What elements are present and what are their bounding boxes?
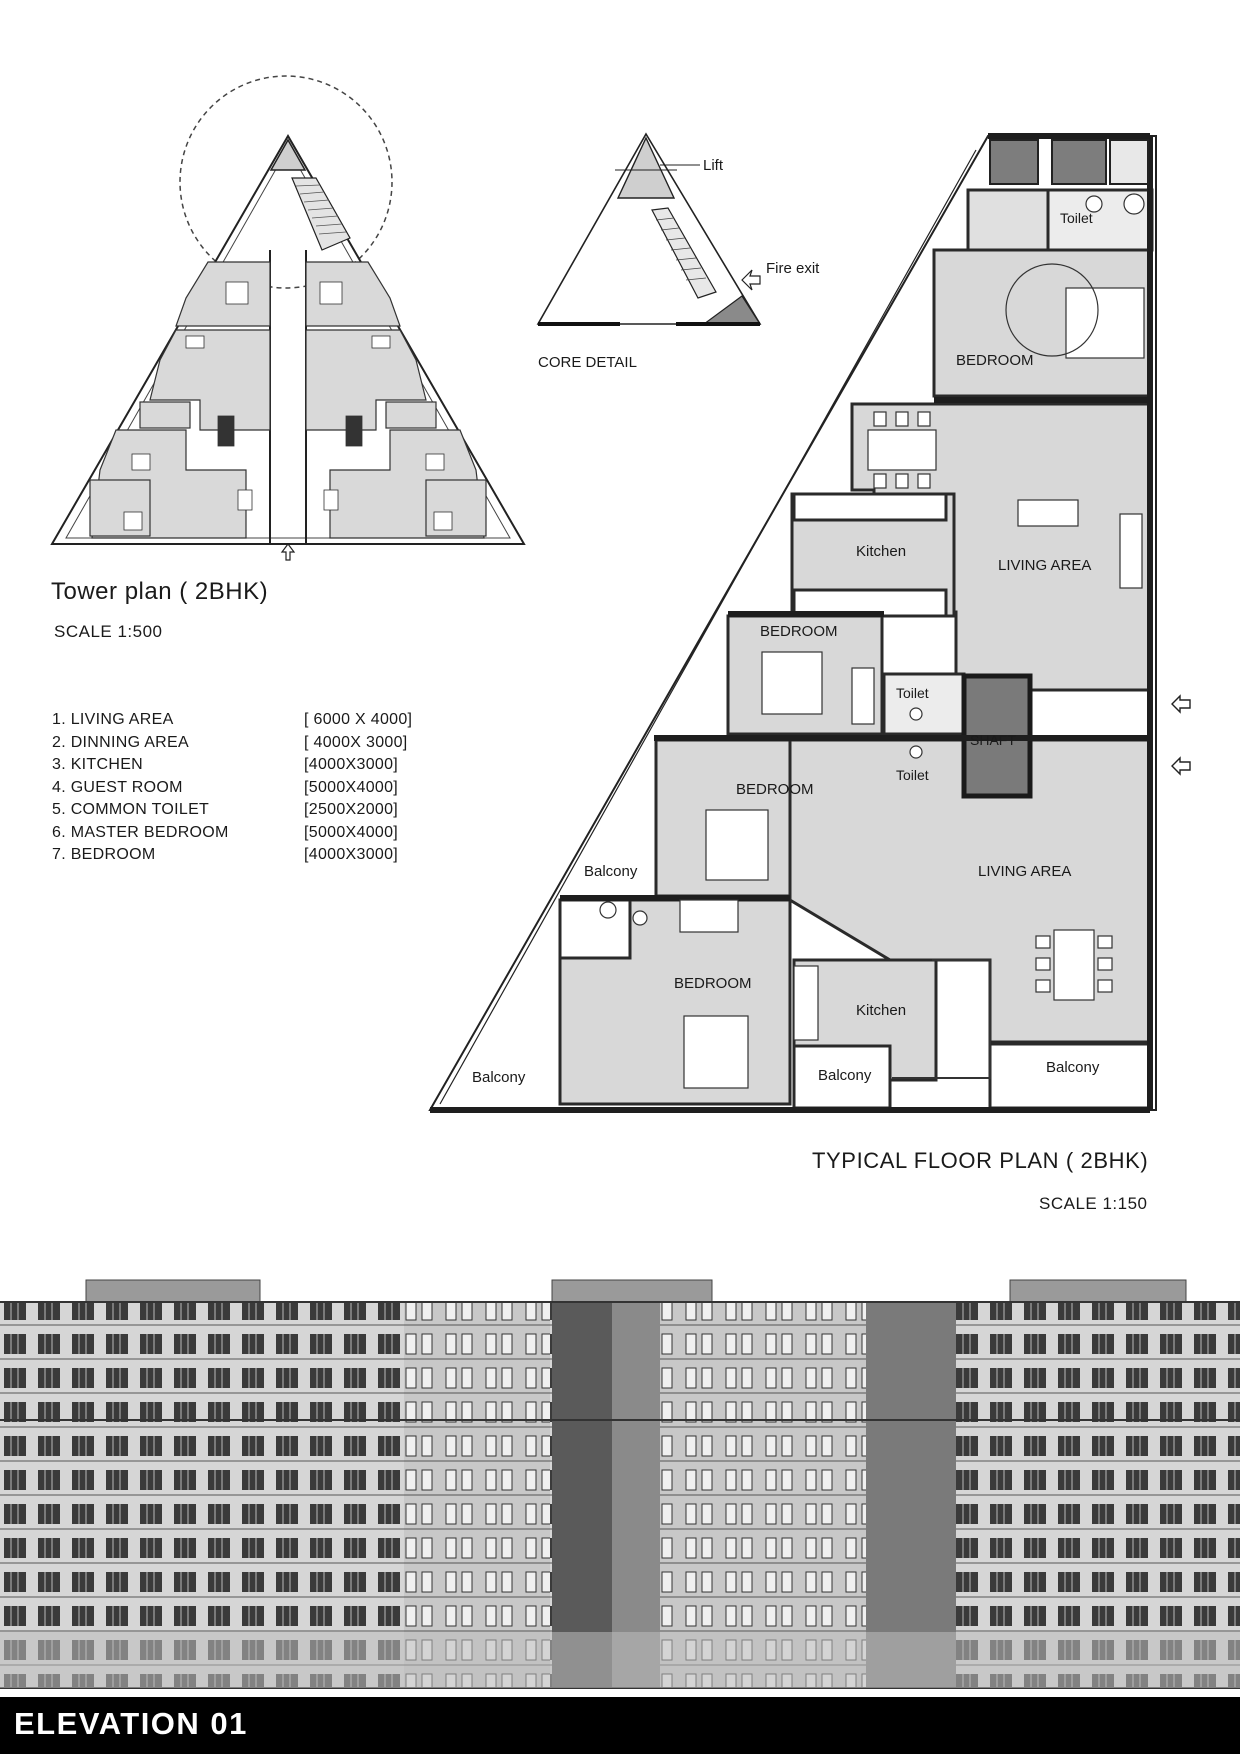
room-name: 7. BEDROOM: [52, 846, 156, 863]
label-balcony-mid: Balcony: [818, 1067, 872, 1084]
label-kitchen-lower: Kitchen: [856, 1002, 907, 1019]
floor-plan-title: TYPICAL FLOOR PLAN ( 2BHK): [812, 1148, 1149, 1173]
elevation-section-b: [660, 1302, 866, 1688]
elevation-core-right: [866, 1302, 956, 1688]
room-size: [4000X3000]: [304, 756, 399, 773]
label-balcony-right: Balcony: [1046, 1059, 1100, 1076]
room-size: [2500X2000]: [304, 801, 399, 818]
room-name: 6. MASTER BEDROOM: [52, 823, 229, 841]
elevation-ground-floor: [0, 1632, 1240, 1688]
room-size: [4000X3000]: [304, 846, 399, 863]
label-toilet-a: Toilet: [896, 685, 929, 701]
label-balcony-side: Balcony: [584, 863, 638, 880]
core-fire-exit-label: Fire exit: [766, 260, 820, 277]
room-size: [ 4000X 3000]: [304, 733, 408, 751]
label-toilet-top: Toilet: [1060, 210, 1093, 226]
room-schedule-row: [52, 799, 472, 822]
room-size: [5000X4000]: [304, 823, 399, 841]
label-bedroom-master: BEDROOM: [956, 352, 1034, 369]
room-name: 5. COMMON TOILET: [52, 801, 210, 818]
elevation-core-left: [552, 1302, 612, 1688]
tower-plan-scale: SCALE 1:500: [54, 622, 163, 641]
label-living-upper: LIVING AREA: [998, 557, 1092, 574]
label-bedroom-mid: BEDROOM: [760, 623, 838, 640]
room-schedule-row: [52, 754, 472, 777]
floor-plan-scale: SCALE 1:150: [1039, 1194, 1148, 1213]
label-shaft: SHAFT: [970, 732, 1016, 748]
label-bedroom-lower: BEDROOM: [736, 781, 814, 798]
room-schedule-row: [52, 732, 472, 755]
room-schedule-row: [52, 822, 472, 845]
room-schedule-row: [52, 777, 472, 800]
room-schedule-row: [52, 844, 472, 867]
room-schedule: [52, 709, 472, 867]
label-bedroom-bottom: BEDROOM: [674, 975, 752, 992]
core-lift-label: Lift: [703, 157, 724, 174]
room-name: 2. DINNING AREA: [52, 733, 189, 751]
room-schedule-row: [52, 709, 472, 732]
elevation-roof-blocks: [86, 1280, 1186, 1302]
tower-plan-title: Tower plan ( 2BHK): [51, 578, 269, 605]
elevation-section-a: [404, 1302, 550, 1688]
elevation-label: ELEVATION 01: [14, 1706, 248, 1741]
label-balcony-left: Balcony: [472, 1069, 526, 1086]
room-size: [5000X4000]: [304, 778, 399, 796]
room-name: 4. GUEST ROOM: [52, 778, 183, 796]
label-living-lower: LIVING AREA: [978, 863, 1072, 880]
elevation-core-glass: [612, 1302, 660, 1688]
room-size: [ 6000 X 4000]: [304, 711, 413, 728]
room-name: 3. KITCHEN: [52, 756, 144, 773]
room-name: 1. LIVING AREA: [52, 711, 174, 728]
core-detail-title: CORE DETAIL: [538, 354, 637, 371]
label-kitchen-upper: Kitchen: [856, 543, 907, 560]
label-toilet-b: Toilet: [896, 767, 929, 783]
